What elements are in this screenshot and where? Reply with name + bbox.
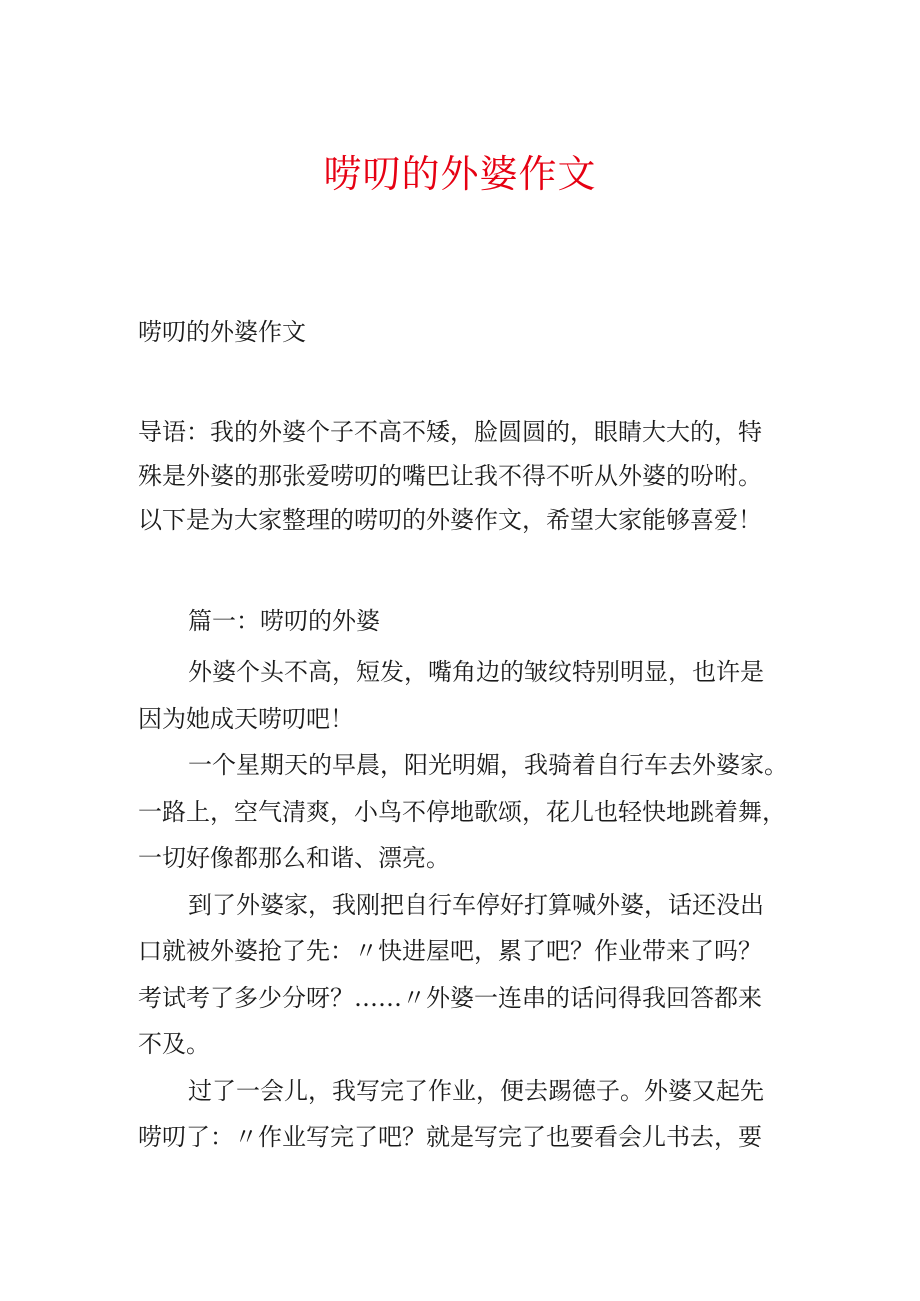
paragraph xyxy=(138,649,798,742)
paragraph xyxy=(138,1068,798,1161)
document-subtitle: 唠叨的外婆作文 xyxy=(138,318,306,346)
paragraph-line: 到了外婆家，我刚把自行车停好打算喊外婆，话还没出 xyxy=(188,890,764,919)
paragraph xyxy=(138,742,798,882)
intro-line: 殊是外婆的那张爱唠叨的嘴巴让我不得不听从外婆的吩咐。 xyxy=(138,462,762,490)
paragraph-line: 不及。 xyxy=(138,1030,210,1058)
intro-line: 导语：我的外婆个子不高不矮，脸圆圆的，眼睛大大的，特 xyxy=(138,418,762,446)
paragraph xyxy=(138,882,798,1068)
paragraph-line: 一切好像都那么和谐、漂亮。 xyxy=(138,844,450,872)
paragraph-line: 因为她成天唠叨吧！ xyxy=(138,704,354,733)
paragraph-line: 口就被外婆抢了先：〃快进屋吧，累了吧？作业带来了吗？ xyxy=(138,937,762,965)
section-heading: 篇一：唠叨的外婆 xyxy=(188,607,380,635)
intro-line: 以下是为大家整理的唠叨的外婆作文，希望大家能够喜爱！ xyxy=(138,506,762,534)
intro-paragraph xyxy=(138,410,788,542)
body-text xyxy=(138,649,798,1161)
paragraph-line: 考试考了多少分呀？……〃外婆一连串的话问得我回答都来 xyxy=(138,983,762,1012)
paragraph-line: 一个星期天的早晨，阳光明媚，我骑着自行车去外婆家。 xyxy=(188,751,788,779)
paragraph-line: 外婆个头不高，短发，嘴角边的皱纹特别明显，也许是 xyxy=(188,658,764,686)
paragraph-line: 过了一会儿，我写完了作业，便去踢德子。外婆又起先 xyxy=(188,1076,764,1105)
paragraph-line: 一路上，空气清爽，小鸟不停地歌颂，花儿也轻快地跳着舞， xyxy=(138,797,786,826)
document-title: 唠叨的外婆作文 xyxy=(323,152,597,196)
paragraph-line: 唠叨了：〃作业写完了吧？就是写完了也要看会儿书去，要 xyxy=(138,1123,762,1151)
